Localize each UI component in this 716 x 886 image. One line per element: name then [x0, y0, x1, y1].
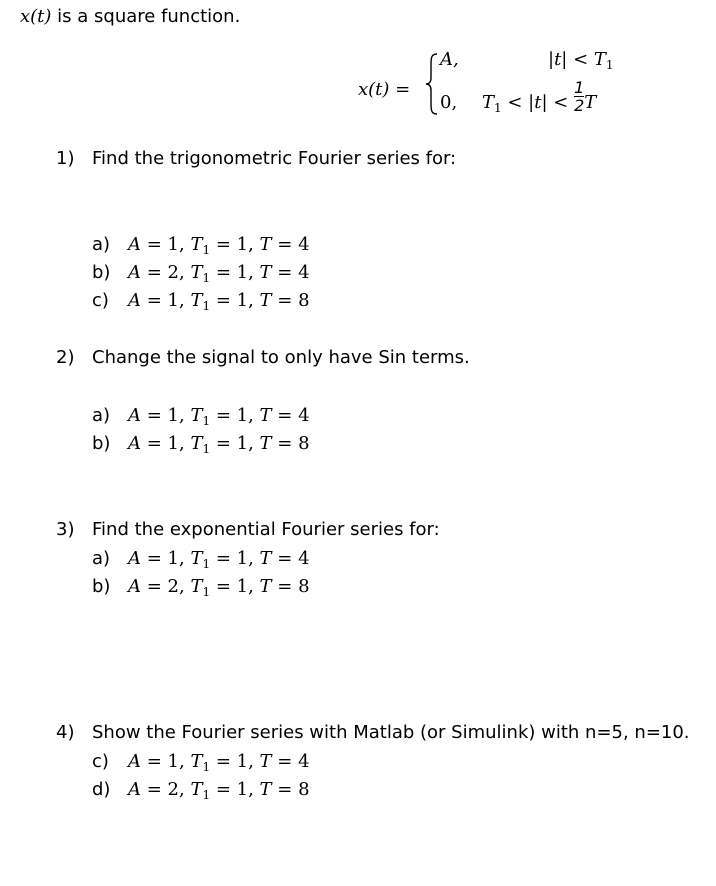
- question-number: 3): [56, 519, 75, 540]
- definition-equals: =: [395, 79, 411, 100]
- intro-text: is a square function.: [51, 6, 241, 27]
- item-T-value: 8: [298, 290, 310, 311]
- question-2-heading: [56, 347, 470, 368]
- question-number: 2): [56, 347, 75, 368]
- question-4-item-d: d) A = 2, $T_1 = 1$, T = 8: [92, 779, 310, 802]
- item-A-value: 2: [167, 576, 179, 597]
- case1-condition: [548, 49, 614, 72]
- item-label: a): [92, 234, 111, 255]
- item-T1-value: 1: [236, 779, 249, 800]
- definition-lhs: [358, 79, 410, 100]
- case2-condition-right: T: [584, 92, 597, 113]
- item-A-value: 1: [167, 548, 179, 569]
- question-2-item-a: a) A = 1, $T_1 = 1$, T = 4: [92, 405, 310, 428]
- item-A-value: 1: [167, 433, 179, 454]
- intro-signal-symbol: x(t): [20, 6, 52, 27]
- item-T-value: 4: [298, 751, 310, 772]
- question-3-item-b: b) A = 2, $T_1 = 1$, T = 8: [92, 576, 310, 599]
- case2-condition-left: T: [482, 92, 495, 113]
- item-A-value: 2: [167, 262, 179, 283]
- question-text: Change the signal to only have Sin terms.: [92, 347, 470, 368]
- question-number: 1): [56, 148, 75, 169]
- item-T1-value: 1: [236, 405, 249, 426]
- item-label: a): [92, 548, 111, 569]
- case1-condition-subscript: 1: [605, 58, 614, 72]
- fraction-denominator: 2: [574, 95, 585, 115]
- item-T-value: 4: [298, 405, 310, 426]
- item-label: c): [92, 751, 109, 772]
- question-4-heading: [56, 722, 690, 743]
- case1-value: A,: [440, 49, 459, 70]
- item-T-value: 8: [298, 576, 310, 597]
- question-1-item-a: a) A = 1, $T_1 = 1$, T = 4: [92, 234, 310, 257]
- piecewise-brace: [425, 52, 439, 116]
- item-T-value: 4: [298, 234, 310, 255]
- question-text: Find the exponential Fourier series for:: [92, 519, 440, 540]
- item-A-value: 1: [167, 751, 179, 772]
- question-3-heading: [56, 519, 440, 540]
- item-T1-value: 1: [236, 290, 249, 311]
- question-1-heading: [56, 148, 456, 169]
- case2-condition-middle: < |t| <: [501, 92, 575, 113]
- half-fraction: [574, 79, 584, 114]
- item-T-value: 4: [298, 262, 310, 283]
- item-label: b): [92, 576, 111, 597]
- definition-lhs-symbol: x(t): [358, 79, 390, 100]
- item-T-value: 8: [298, 433, 310, 454]
- fraction-numerator: 1: [574, 77, 585, 97]
- question-text: Show the Fourier series with Matlab (or Simulink) with n=5, n=10.: [92, 722, 690, 743]
- item-T-value: 4: [298, 548, 310, 569]
- question-3-item-a: a) A = 1, $T_1 = 1$, T = 4: [92, 548, 310, 571]
- item-T-value: 8: [298, 779, 310, 800]
- case2-condition: [482, 77, 597, 115]
- intro-line: [20, 6, 240, 27]
- item-label: c): [92, 290, 109, 311]
- question-1-item-b: b) A = 2, $T_1 = 1$, T = 4: [92, 262, 310, 285]
- item-label: a): [92, 405, 111, 426]
- item-A-value: 2: [167, 779, 179, 800]
- item-T1-value: 1: [236, 234, 249, 255]
- item-T1-value: 1: [236, 548, 249, 569]
- item-A-value: 1: [167, 234, 179, 255]
- question-2-item-b: b) A = 1, $T_1 = 1$, T = 8: [92, 433, 310, 456]
- item-T1-value: 1: [236, 433, 249, 454]
- item-T1-value: 1: [236, 262, 249, 283]
- item-label: b): [92, 433, 111, 454]
- question-4-item-c: c) A = 1, $T_1 = 1$, T = 4: [92, 751, 310, 774]
- case2-value: 0,: [440, 92, 458, 113]
- item-A-value: 1: [167, 290, 179, 311]
- question-number: 4): [56, 722, 75, 743]
- item-A-value: 1: [167, 405, 179, 426]
- item-T1-value: 1: [236, 751, 249, 772]
- case2-condition-left-subscript: 1: [494, 101, 502, 115]
- item-label: b): [92, 262, 111, 283]
- item-T1-value: 1: [236, 576, 249, 597]
- question-1-item-c: c) A = 1, $T_1 = 1$, T = 8: [92, 290, 310, 313]
- question-text: Find the trigonometric Fourier series for:: [92, 148, 457, 169]
- item-label: d): [92, 779, 111, 800]
- case1-condition-text: |t| < T: [548, 49, 606, 70]
